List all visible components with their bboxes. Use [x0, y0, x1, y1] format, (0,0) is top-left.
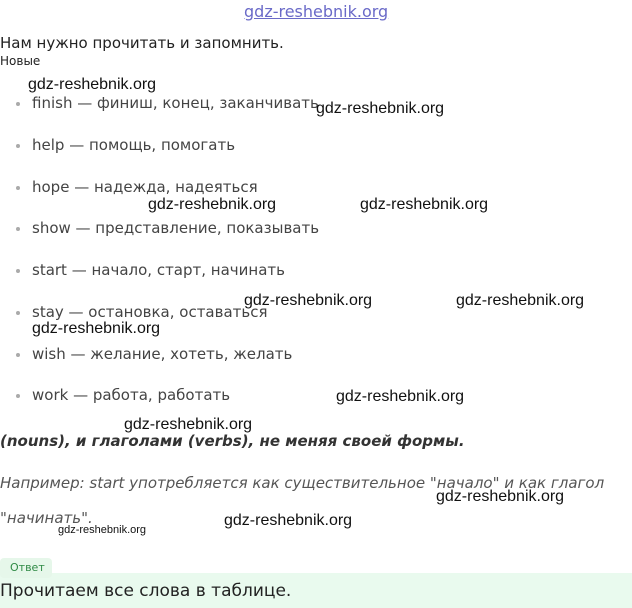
- bullet-icon: [16, 186, 20, 190]
- list-item: [16, 219, 319, 237]
- watermark: gdz-reshebnik.org: [456, 292, 585, 309]
- bullet-icon: [16, 227, 20, 231]
- bullet-icon: [16, 269, 20, 273]
- watermark: gdz-reshebnik.org: [124, 416, 253, 433]
- list-item-text: hope — надежда, надеяться: [32, 178, 258, 196]
- example-line-1: Например: start употребляется как существительное "начало" и как глагол: [0, 474, 605, 492]
- list-item: [16, 178, 258, 196]
- intro-text: Нам нужно прочитать и запомнить.: [0, 34, 284, 52]
- watermark: gdz-reshebnik.org: [360, 196, 489, 213]
- watermark: gdz-reshebnik.org: [28, 76, 157, 93]
- cut-off-heading: Новые: [0, 54, 41, 68]
- list-item-text: stay — остановка, оставаться: [32, 303, 268, 321]
- list-item-text: start — начало, старт, начинать: [32, 261, 285, 279]
- example-line-2: "начинать".: [0, 509, 93, 527]
- watermark: gdz-reshebnik.org: [224, 512, 353, 529]
- bullet-icon: [16, 144, 20, 148]
- bullet-icon: [16, 353, 20, 357]
- bullet-icon: [16, 102, 20, 106]
- list-item: [16, 345, 292, 363]
- list-item: [16, 303, 268, 321]
- watermark: gdz-reshebnik.org: [336, 388, 465, 405]
- watermark: gdz-reshebnik.org: [32, 320, 161, 337]
- list-item-text: help — помощь, помогать: [32, 136, 236, 154]
- list-item-text: wish — желание, хотеть, желать: [32, 345, 293, 363]
- list-item: [16, 136, 235, 154]
- watermark: gdz-reshebnik.org: [244, 292, 373, 309]
- list-item-text: finish — финиш, конец, заканчивать: [32, 94, 319, 112]
- site-title-link[interactable]: gdz-reshebnik.org: [244, 2, 389, 21]
- answer-label: Ответ: [10, 561, 45, 574]
- watermark: gdz-reshebnik.org: [58, 524, 147, 536]
- answer-text: Прочитаем все слова в таблице.: [0, 581, 292, 601]
- bullet-icon: [16, 311, 20, 315]
- list-item-text: work — работа, работать: [32, 386, 231, 404]
- list-item: [16, 261, 285, 279]
- bullet-icon: [16, 394, 20, 398]
- watermark: gdz-reshebnik.org: [436, 488, 565, 505]
- watermark: gdz-reshebnik.org: [316, 100, 445, 117]
- list-item: [16, 386, 230, 404]
- watermark: gdz-reshebnik.org: [148, 196, 277, 213]
- list-item-text: show — представление, показывать: [32, 219, 320, 237]
- grammar-note: (nouns), и глаголами (verbs), не меняя своей формы.: [0, 432, 465, 450]
- list-item: [16, 94, 319, 112]
